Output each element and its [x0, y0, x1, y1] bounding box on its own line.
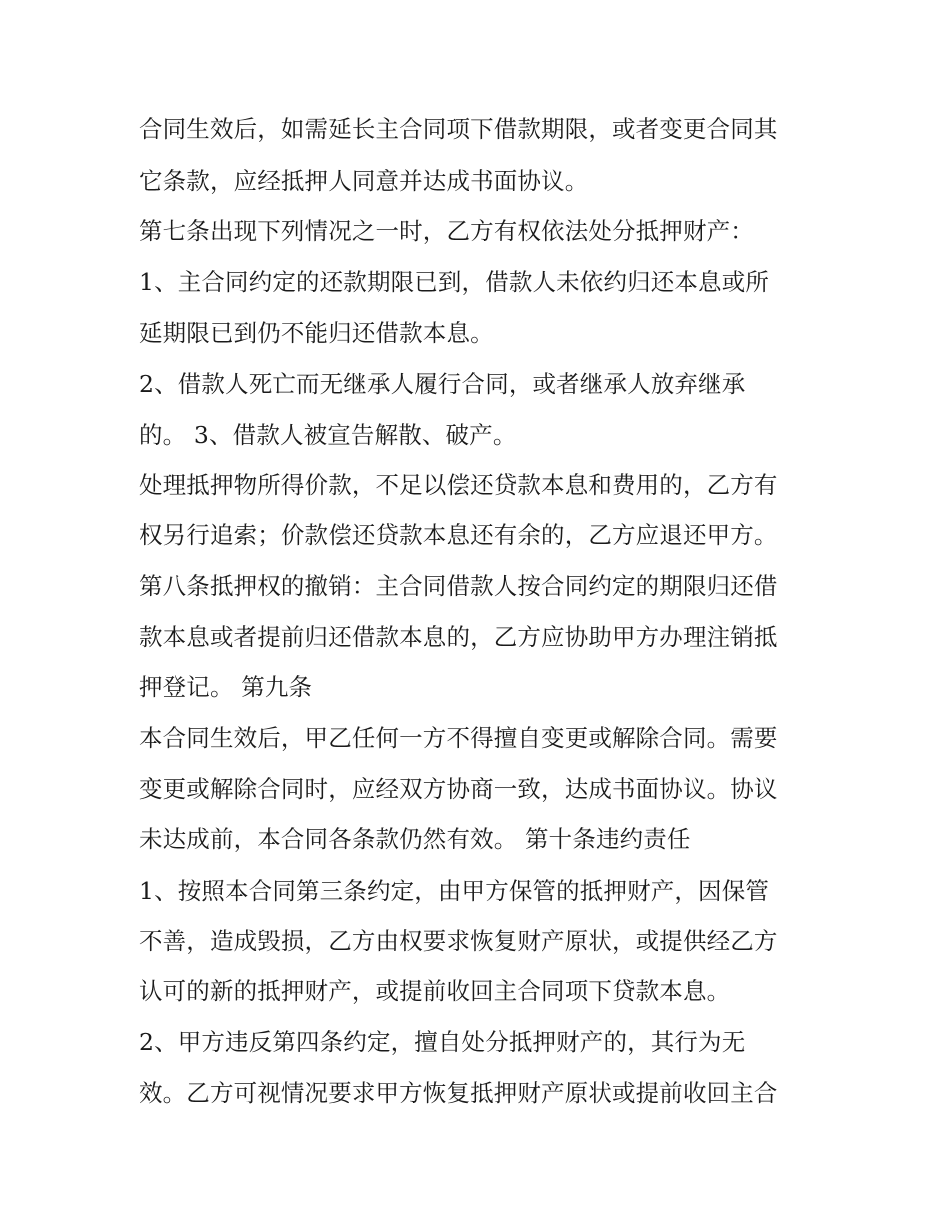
text-line: 合同生效后，如需延长主合同项下借款期限，或者变更合同其 [139, 115, 778, 143]
text-line: 延期限已到仍不能归还借款本息。 [139, 319, 494, 347]
text-line: 2、借款人死亡而无继承人履行合同，或者继承人放弃继承 [139, 370, 746, 398]
text-line: 它条款，应经抵押人同意并达成书面协议。 [139, 167, 589, 195]
text-line: 本合同生效后，甲乙任何一方不得擅自变更或解除合同。需要 [139, 724, 778, 752]
text-line: 未达成前，本合同各条款仍然有效。 第十条违约责任 [139, 825, 691, 853]
text-line: 押登记。 第九条 [139, 673, 313, 701]
text-line: 变更或解除合同时，应经双方协商一致，达成书面协议。协议 [139, 775, 778, 803]
text-line: 不善，造成毁损，乙方由权要求恢复财产原状，或提供经乙方 [139, 927, 778, 955]
text-line: 1、按照本合同第三条约定，由甲方保管的抵押财产，因保管 [139, 877, 770, 905]
text-line: 款本息或者提前归还借款本息的，乙方应协助甲方办理注销抵 [139, 623, 778, 651]
text-line: 权另行追索；价款偿还贷款本息还有余的，乙方应退还甲方。 [139, 521, 778, 549]
text-line: 第八条抵押权的撤销：主合同借款人按合同约定的期限归还借 [139, 572, 778, 600]
text-line: 2、甲方违反第四条约定，擅自处分抵押财产的，其行为无 [139, 1028, 746, 1056]
text-line: 的。 3、借款人被宣告解散、破产。 [139, 421, 517, 449]
text-line: 效。乙方可视情况要求甲方恢复抵押财产原状或提前收回主合 [139, 1079, 778, 1107]
text-line: 第七条出现下列情况之一时，乙方有权依法处分抵押财产： [139, 217, 754, 245]
text-line: 认可的新的抵押财产，或提前收回主合同项下贷款本息。 [139, 977, 731, 1005]
text-line: 处理抵押物所得价款，不足以偿还贷款本息和费用的，乙方有 [139, 471, 778, 499]
text-line: 1、主合同约定的还款期限已到，借款人未依约归还本息或所 [139, 268, 770, 296]
